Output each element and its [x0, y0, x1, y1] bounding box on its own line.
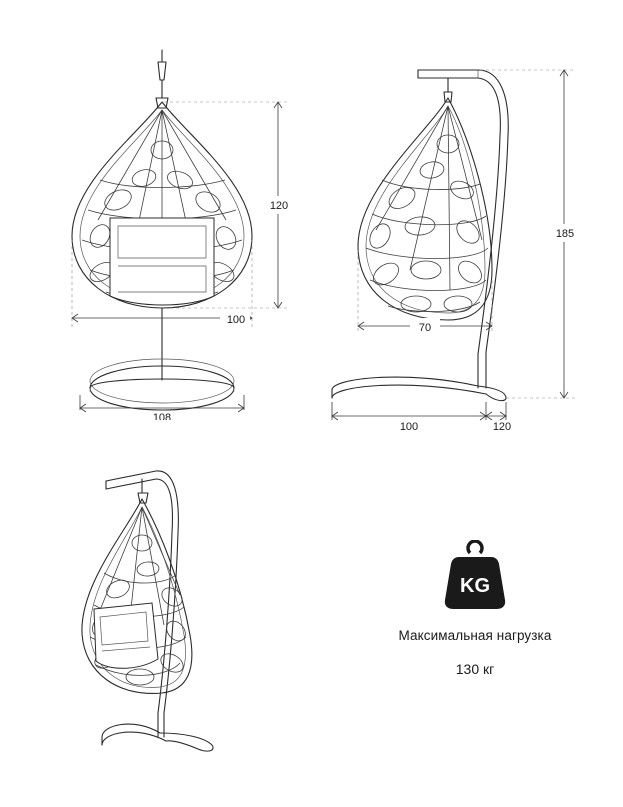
- side-view-drawing: [310, 40, 600, 430]
- rattan-weave-pattern-side: [366, 106, 488, 312]
- dimension-total-height: [480, 70, 578, 398]
- perspective-view: [60, 445, 290, 765]
- max-load-caption: Максимальная нагрузка: [398, 628, 552, 643]
- weight-icon-wrap: [340, 540, 610, 614]
- stand-base: [90, 308, 234, 410]
- hanger-hook: [156, 50, 168, 108]
- front-view: [40, 40, 310, 420]
- stand-base-perspective: [102, 713, 213, 751]
- seat-cushion: [110, 218, 214, 305]
- dimension-base-offset: [486, 412, 511, 430]
- dimension-label-egg-width: 100: [226, 314, 246, 326]
- dimension-base-width: [80, 388, 244, 420]
- dimension-label-base-width: 108: [152, 412, 172, 420]
- dimension-label-base-depth: 100: [399, 421, 419, 430]
- max-load-value: 130 кг: [455, 661, 495, 677]
- weight-icon-label: KG: [460, 575, 490, 597]
- perspective-view-drawing: [60, 445, 290, 765]
- dimension-label-egg-height: 120: [269, 200, 289, 212]
- dimension-label-total-height: 185: [555, 228, 575, 240]
- front-view-drawing: [40, 40, 310, 420]
- max-load-block: [340, 540, 610, 677]
- dimension-label-base-offset: 120: [492, 421, 512, 430]
- dimension-base-depth: [332, 402, 506, 430]
- seat-cushion-perspective: [94, 603, 158, 668]
- dimension-label-egg-depth: 70: [418, 322, 432, 334]
- stand-base-side: [332, 352, 506, 401]
- weight-icon: [436, 540, 514, 614]
- side-view: [310, 40, 600, 430]
